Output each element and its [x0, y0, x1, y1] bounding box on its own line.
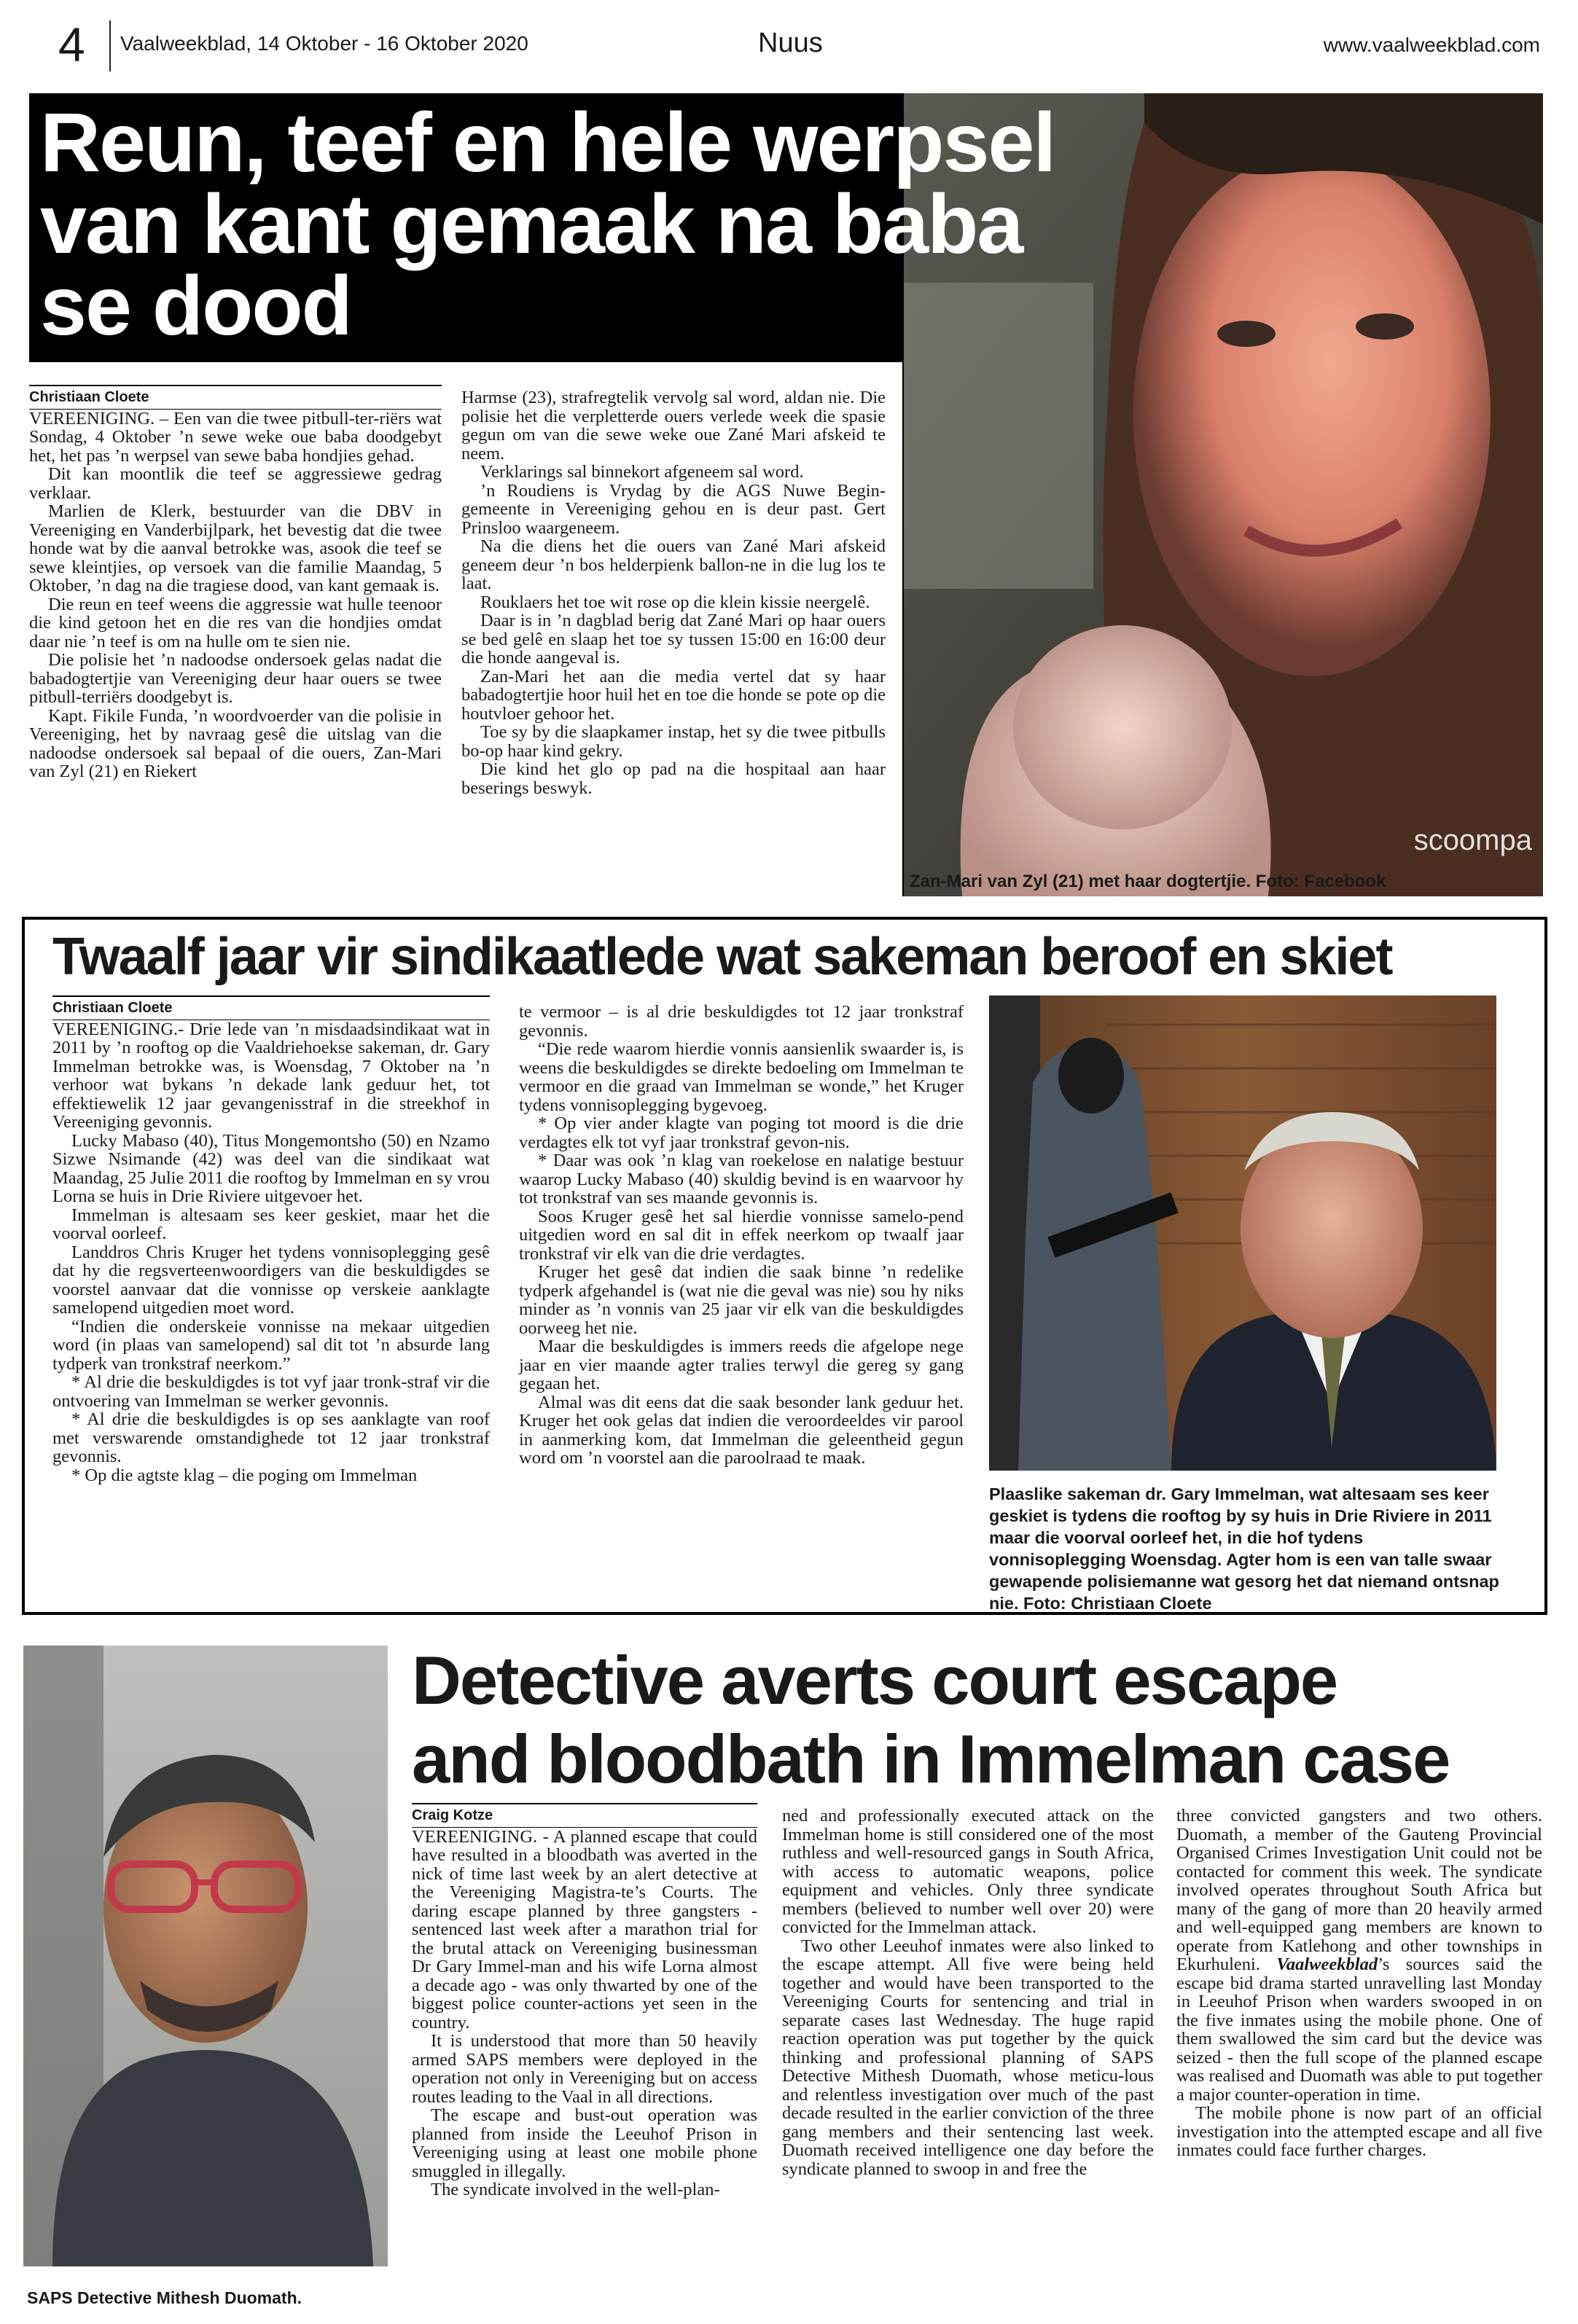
masthead-section: Nuus: [758, 28, 823, 58]
article3-column-3: [1176, 1807, 1542, 2160]
paragraph: VEREENIGING. - A planned escape that could have resulted in a bloodbath was averted in the nick of time last week by an alert detective at the Vereeniging Magistra-te’s Courts. The daring escape planned by three gangsters - sentenced last week after a marathon trial for the brutal attack on Vereeniging businessman Dr Gary Immel-man and his wife Lorna almost a decade ago - was only thwarted by one of the biggest police counter-actions yet seen in the country.: [412, 1826, 757, 2032]
paragraph: Marlien de Klerk, bestuurder van die DBV in Vereeniging en Vanderbijlpark, het bevestig dat die twee honde wat by die aanval betrokke was, asook die teef se sewe kleintjies, op versoek van die familie Maandag, 5 Oktober, ’n dag na die tragiese dood, van kant gemaak is.: [29, 501, 442, 595]
paragraph: Toe sy by die slaapkamer instap, het sy die twee pitbulls bo-op haar kind gekry.: [461, 722, 886, 761]
article1-column-1: [29, 385, 442, 781]
paragraph: Maar die beskuldigdes is immers reeds die afgelope nege jaar en vier maande agter tralies terwyl die gereg sy gang gegaan het.: [519, 1337, 964, 1393]
article2-column-1: [52, 995, 490, 1484]
paragraph: [1176, 1807, 1542, 2104]
paragraph: ned and professionally executed attack on the Immelman home is still considered one of the most ruthless and well-resourced gangs in South Africa, with access to automatic weapons, police equipment and vehicles. Only three syndicate members (believed to number well over 20) were convicted for the Immelman attack.: [782, 1806, 1154, 1937]
paragraph: Immelman is altesaam ses keer geskiet, maar het die voorval oorleef.: [52, 1205, 490, 1243]
masthead-issue-date: Vaalweekblad, 14 Oktober - 16 Oktober 2020: [120, 32, 528, 55]
paragraph: * Op die agtste klag – die poging om Immelman: [71, 1465, 418, 1485]
paragraph: The mobile phone is now part of an official investigation into the attempted escape and all five inmates could face further charges.: [1176, 2103, 1542, 2160]
paragraph: The escape and bust-out operation was planned from inside the Leeuhof Prison in Vereeniging using at least one mobile phone smuggled in illegally.: [412, 2105, 757, 2181]
paragraph: Die polisie het ’n nadoodse ondersoek gelas nadat die babadogtertjie van Vereeniging deur haar ouers se twee pitbull-terriërs doodgebyt is.: [29, 650, 442, 707]
headline-line: Reun, teef en hele werpsel: [40, 96, 1055, 189]
masthead-divider: [109, 20, 111, 71]
paragraph: Dit kan moontlik die teef se aggressiewe gedrag verklaar.: [29, 464, 442, 503]
paragraph: Kruger het gesê dat indien die saak binne ’n redelike tydperk afgehandel is (wat nie die geval was nie) sou hy niks minder as ’n vonnis van 25 jaar vir elk van die beskuldigdes oorweeg het nie.: [519, 1262, 964, 1338]
article3-photo-caption: SAPS Detective Mithesh Duomath.: [27, 2288, 302, 2307]
headline-line: and bloodbath in Immelman case: [412, 1721, 1450, 1797]
paragraph: VEREENIGING. – Een van die twee pitbull-ter-riërs wat Sondag, 4 Oktober ’n sewe weke oue baba doodgebyt het, het pas ’n werpsel van sewe baba hondjies gehad.: [29, 408, 442, 466]
paragraph: Harmse (23), strafregtelik vervolg sal word, aldan nie. Die polisie het die verpletterde ouers verlede week die spasie gegun om van die sewe weke oue Zané Mari afskeid te neem.: [461, 388, 886, 463]
paragraph: ’n Roudiens is Vrydag by die AGS Nuwe Begin-gemeente in Vereeniging gehou en is deur past. Gert Prinsloo waargeneem.: [461, 480, 886, 538]
paragraph: Rouklaers het toe wit rose op die klein kissie neergelê.: [480, 592, 870, 612]
publication-name: Vaalweekblad: [1276, 1955, 1378, 1974]
article3-photo: [23, 1646, 388, 2266]
article1-column-2: [461, 388, 886, 797]
paragraph: The syndicate involved in the well-plan-: [431, 2180, 720, 2199]
article3-column-1: [412, 1803, 757, 2199]
paragraph: * Op vier ander klagte van poging tot moord is die drie verdagtes elk tot vyf jaar tronkstraf gevon-nis.: [519, 1114, 964, 1152]
paragraph: Zan-Mari het aan die media vertel dat sy haar babadogtertjie hoor huil het en toe die honde se pote op die houtvloer gehoor het.: [461, 666, 886, 724]
paragraph: “Die rede waarom hierdie vonnis aansienlik swaarder is, is weens die beskuldigdes se direkte bedoeling om Immelman te vermoor en die graad van Immelman se wonde,” het Kruger tydens vonnisoplegging bygevoeg.: [519, 1039, 964, 1115]
paragraph: Kapt. Fikile Funda, ’n woordvoerder van die polisie in Vereeniging, het by navraag gesê die uitslag van die nadoodse ondersoek sal bepaal of die ouers, Zan-Mari van Zyl (21) en Riekert: [29, 705, 442, 781]
paragraph: Na die diens het die ouers van Zané Mari afskeid geneem deur ’n bos helderpienk ballon-ne in die lug los te laat.: [461, 536, 886, 593]
headline-line: se dood: [40, 259, 351, 353]
page-number: 4: [58, 17, 85, 71]
paragraph: * Al drie die beskuldigdes is tot vyf jaar tronk-straf vir die ontvoering van Immelman se werker gevonnis.: [52, 1372, 490, 1411]
article2-byline: Christiaan Cloete: [52, 995, 490, 1020]
paragraph: Verklarings sal binnekort afgeneem sal word.: [480, 462, 804, 482]
paragraph-text: three convicted gangsters and two others. Duomath, a member of the Gauteng Provincial Organised Crimes Investigation Unit could not be contacted for comment this week. The syndicate involved operates throughout South Africa but many of the gang of more than 20 heavily armed and well-equipped gang members are known to operate from Katlehong and other townships in Ekurhuleni.: [1176, 1806, 1542, 1974]
headline-line: van kant gemaak na baba: [40, 178, 1023, 271]
article3-column-2: [782, 1807, 1154, 2178]
paragraph: Die reun en teef weens die aggressie wat hulle teenoor die kind getoon het en die res van die hondjies omdat daar nie ’n teef is om na hulle om te sien nie.: [29, 594, 442, 652]
article3-byline: Craig Kotze: [412, 1803, 757, 1828]
paragraph: te vermoor – is al drie beskuldigdes tot 12 jaar tronkstraf gevonnis.: [519, 1002, 964, 1041]
paragraph-text: ’s sources said the escape bid drama started unravelling last Monday in Leeuhof Prison when warders swooped in on the five inmates using the mobile phone. One of them swallowed the sim card but the device was seized - then the full scope of the planned escape was realised and Duomath was able to put together a major counter-operation in time.: [1176, 1955, 1542, 2105]
article2-photo: [989, 995, 1496, 1471]
article1-byline: Christiaan Cloete: [29, 385, 442, 410]
paragraph: * Daar was ook ’n klag van roekelose en nalatige bestuur waarop Lucky Mabaso (40) skuldig bevind is en waarvoor hy tot tronkstraf van ses maande gevonnis is.: [519, 1151, 964, 1208]
article1-photo-caption: Zan-Mari van Zyl (21) met haar dogtertjie. Foto: Facebook: [910, 872, 1386, 891]
article2-headline: Twaalf jaar vir sindikaatlede wat sakeman beroof en skiet: [52, 928, 1392, 986]
paragraph: Daar is in ’n dagblad berig dat Zané Mari op haar ouers se bed gelê en slaap het toe sy tussen 15:00 en 16:00 deur die honde aangeval is.: [461, 611, 886, 668]
paragraph: It is understood that more than 50 heavily armed SAPS members were deployed in the operation not only in Vereeniging but on access routes leading to the Vaal in all directions.: [412, 2031, 757, 2107]
paragraph: “Indien die onderskeie vonnisse na mekaar uitgedien word (in plaas van samelopend) sal dit tot ’n absurde lang tydperk van tronkstraf neerkom.”: [52, 1316, 490, 1374]
paragraph: VEREENIGING.- Drie lede van ’n misdaadsindikaat wat in 2011 by ’n rooftog op die Vaaldriehoekse sakeman, dr. Gary Immelman betrokke was, is Woensdag, 7 Oktober na ’n verhoor wat bykans ’n dekade lank geduur het, tot effektiewelik 12 jaar gevangenisstraf in die streekhof in Vereeniging gevonnis.: [52, 1019, 490, 1132]
paragraph: Two other Leeuhof inmates were also linked to the escape attempt. All five were being held together and would have been transported to the Vereeniging Courts for sentencing and trial in separate cases last Wednesday. The huge rapid reaction operation was put together by the quick thinking and professional planning of SAPS Detective Mithesh Duomath, whose meticu-lous and relentless investigation over much of the past decade resulted in the earlier conviction of the three gang members and their sentencing last week. Duomath received intelligence one day before the syndicate planned to swoop in and free the: [782, 1936, 1154, 2179]
paragraph: Soos Kruger gesê het sal hierdie vonnisse samelo-pend uitgedien word en sal dit in effek neerkom op twaalf jaar tronkstraf vir elk van die drie verdagtes.: [519, 1206, 964, 1264]
article1-headline: [40, 96, 1061, 353]
article2-photo-caption: Plaaslike sakeman dr. Gary Immelman, wat altesaam ses keer geskiet is tydens die rooftog by sy huis in Drie Riviere in 2011 maar die voorval oorleef het, in die hof tydens vonnisoplegging Woensdag. Agter hom is een van talle swaar gewapende polisiemanne wat gesorg het dat niemand ontsnap nie. Foto: Christiaan Cloete: [989, 1484, 1499, 1613]
paragraph: Landdros Chris Kruger het tydens vonnisoplegging gesê dat hy die regsverteenwoordigers van die beskuldigdes se voorstel aanvaar dat die vonnisse op verskeie aanklagte samelopend uitgedien moet word.: [52, 1242, 490, 1318]
headline-line: Detective averts court escape: [412, 1642, 1337, 1718]
article3-headline: [412, 1641, 1534, 1799]
article2-column-2: [519, 1003, 964, 1468]
photo-watermark: scoompa: [1413, 824, 1532, 856]
paragraph: Lucky Mabaso (40), Titus Mongemontsho (50) en Nzamo Sizwe Nsimande (42) was deel van die sindikaat wat Maandag, 25 Julie 2011 die rooftog by Immelman en sy vrou Lorna se huis in Drie Riviere uitgevoer het.: [52, 1130, 490, 1206]
paragraph: Die kind het glo op pad na die hospitaal aan haar beserings beswyk.: [461, 759, 886, 798]
paragraph: Almal was dit eens dat die saak besonder lank geduur het. Kruger het ook gelas dat indien die veroordeeldes vir parool in aanmerking kom, dat Immelman die geleentheid gegun word om ’n voorstel aan die paroolraad te maak.: [519, 1392, 964, 1468]
paragraph: * Al drie die beskuldigdes is op ses aanklagte van roof met verswarende omstandighede tot 12 jaar tronkstraf gevonnis.: [52, 1409, 490, 1466]
masthead-url[interactable]: www.vaalweekblad.com: [1323, 34, 1540, 56]
